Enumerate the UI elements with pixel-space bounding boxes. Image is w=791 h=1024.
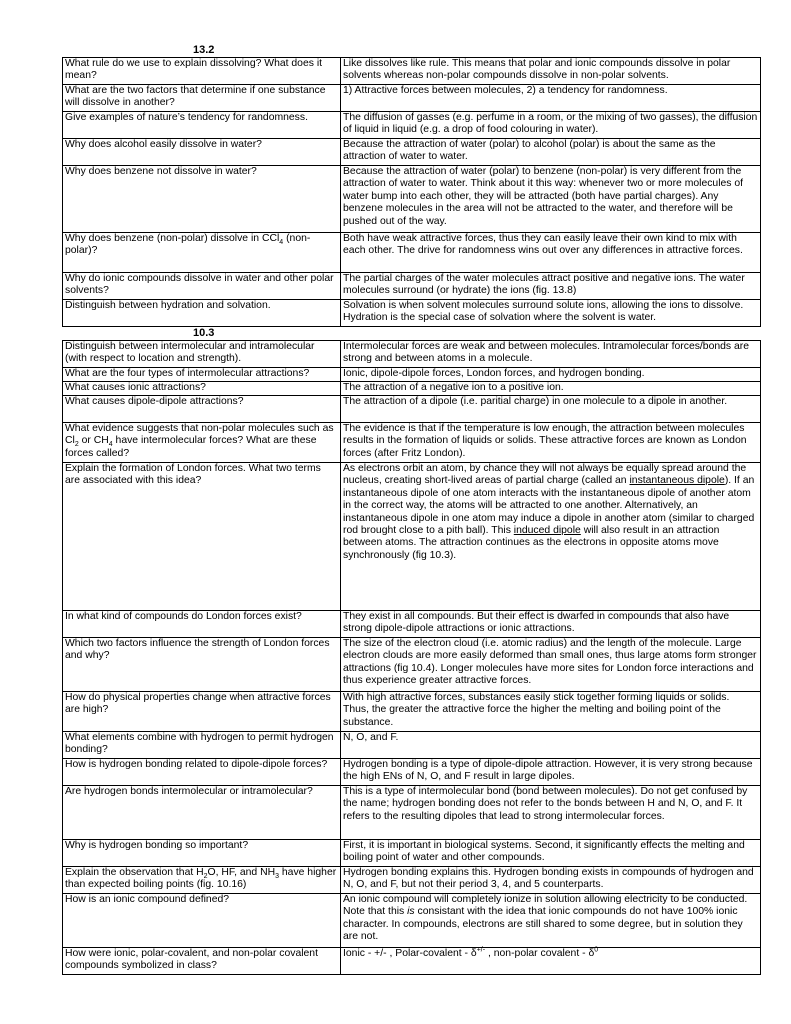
question-cell: Give examples of nature’s tendency for randomness. xyxy=(63,112,341,139)
answer-cell: The attraction of a negative ion to a positive ion. xyxy=(341,382,761,396)
question-cell: Why does alcohol easily dissolve in water? xyxy=(63,139,341,166)
table-row xyxy=(63,273,761,300)
answer-cell: With high attractive forces, substances easily stick together forming liquids or solids. Thus, the greater the attractive force the higher the melting and boiling point of the substance. xyxy=(341,692,761,732)
question-cell: Are hydrogen bonds intermolecular or intramolecular? xyxy=(63,786,341,840)
answer-cell: As electrons orbit an atom, by chance they will not always be equally spread around the nucleus, creating short-lived areas of partial charge (called an instantaneous dipole). If an instantaneous dipole of one atom interacts with the instantaneous dipole of another atom in the correct way, the atoms will be attracted to one another. Alternatively, an instantaneous dipole in one atom may induce a dipole in another atom (similar to charged rod brought close to a pith ball). This induced dipole will also result in an attraction between atoms. The attraction continues as the electrons in opposite atoms move synchronously (fig 10.3). xyxy=(341,463,761,611)
question-cell: What evidence suggests that non-polar molecules such as $Cl_2$ or $CH_4$ have intermolecular forces? What are these forces called? xyxy=(63,423,341,463)
question-cell: In what kind of compounds do London forces exist? xyxy=(63,611,341,638)
question-cell: How is an ionic compound defined? xyxy=(63,894,341,948)
question-cell: What are the four types of intermolecular attractions? xyxy=(63,368,341,382)
table-row xyxy=(63,732,761,759)
table-row xyxy=(63,368,761,382)
table-row xyxy=(63,948,761,975)
answer-cell: Because the attraction of water (polar) to alcohol (polar) is about the same as the attraction of water to water. xyxy=(341,139,761,166)
answer-cell: Intermolecular forces are weak and between molecules. Intramolecular forces/bonds are strong and between atoms in a molecule. xyxy=(341,341,761,368)
answer-cell: An ionic compound will completely ionize in solution allowing electricity to be conducted. Note that this is consistant with the idea that ionic compounds do not have 100% ionic character. In compounds, electrons are still shared to some degree, but in solution they are not. xyxy=(341,894,761,948)
table-row xyxy=(63,423,761,463)
answer-cell: N, O, and F. xyxy=(341,732,761,759)
table-row xyxy=(63,638,761,692)
table-row xyxy=(63,692,761,732)
question-cell: Why does benzene (non-polar) dissolve in CCl$_4$ (non-polar)? xyxy=(63,233,341,273)
answer-cell: This is a type of intermolecular bond (bond between molecules). Do not get confused by the name; hydrogen bonding does not refer to the bonds between H and N, O, and F. It refers to the resulting dipoles that lead to strong intermolecular forces. xyxy=(341,786,761,840)
answer-cell: Hydrogen bonding is a type of dipole-dipole attraction. However, it is very strong because the high ENs of N, O, and F result in large dipoles. xyxy=(341,759,761,786)
table-row xyxy=(63,300,761,327)
answer-cell: Because the attraction of water (polar) to benzene (non-polar) is very different from the attraction of water to water. Think about it this way: whenever two or more molecules of water bump into each other, they will be attracted (both have partial charges). Any benzene molecules in the area will not be attracted to the water, and therefore will be pushed out of the way. xyxy=(341,166,761,233)
answer-cell: Ionic, dipole-dipole forces, London forces, and hydrogen bonding. xyxy=(341,368,761,382)
answer-cell: The attraction of a dipole (i.e. paritial charge) in one molecule to a dipole in another. xyxy=(341,396,761,423)
question-cell: What are the two factors that determine if one substance will dissolve in another? xyxy=(63,85,341,112)
table-row xyxy=(63,786,761,840)
table-row xyxy=(63,112,761,139)
question-cell: Why is hydrogen bonding so important? xyxy=(63,840,341,867)
question-cell: What rule do we use to explain dissolving? What does it mean? xyxy=(63,58,341,85)
answer-cell: First, it is important in biological systems. Second, it significantly effects the melting and boiling point of water and other compounds. xyxy=(341,840,761,867)
question-cell: What causes ionic attractions? xyxy=(63,382,341,396)
question-cell: What elements combine with hydrogen to permit hydrogen bonding? xyxy=(63,732,341,759)
answer-cell: They exist in all compounds. But their effect is dwarfed in compounds that also have strong dipole-dipole attractions or ionic attractions. xyxy=(341,611,761,638)
table-row xyxy=(63,58,761,85)
table-row xyxy=(63,233,761,273)
table-row xyxy=(63,867,761,894)
section-heading: 10.3 xyxy=(193,327,215,339)
answer-cell: 1) Attractive forces between molecules, 2) a tendency for randomness. xyxy=(341,85,761,112)
table-row xyxy=(63,396,761,423)
answer-cell: Like dissolves like rule. This means that polar and ionic compounds dissolve in polar solvents whereas non-polar compounds dissolve in non-polar solvents. xyxy=(341,58,761,85)
table-row xyxy=(63,85,761,112)
answer-cell: The partial charges of the water molecules attract positive and negative ions. The water molecules surround (or hydrate) the ions (fig. 13.8) xyxy=(341,273,761,300)
table-row xyxy=(63,611,761,638)
question-cell: Why do ionic compounds dissolve in water and other polar solvents? xyxy=(63,273,341,300)
qa-table-13-2 xyxy=(62,57,761,327)
answer-cell: The size of the electron cloud (i.e. atomic radius) and the length of the molecule. Large electron clouds are more easily deformed than small ones, thus large atoms form stronger attractions (fig 10.4). Longer molecules have more sites for London force interactions and thus experience greater attractive forces. xyxy=(341,638,761,692)
table-row xyxy=(63,894,761,948)
question-cell: Distinguish between hydration and solvation. xyxy=(63,300,341,327)
question-cell: How is hydrogen bonding related to dipole-dipole forces? xyxy=(63,759,341,786)
answer-cell: Hydrogen bonding explains this. Hydrogen bonding exists in compounds of hydrogen and N, O, and F, but not their period 3, 4, and 5 counterparts. xyxy=(341,867,761,894)
table-row xyxy=(63,463,761,611)
answer-cell: The diffusion of gasses (e.g. perfume in a room, or the mixing of two gasses), the diffusion of liquid in liquid (e.g. a drop of food colouring in water). xyxy=(341,112,761,139)
term-instantaneous-dipole: instantaneous dipole xyxy=(629,475,725,487)
answer-cell: The evidence is that if the temperature is low enough, the attraction between molecules results in the formation of liquids or solids. These attractive forces are known as London forces (after Fritz London). xyxy=(341,423,761,463)
table-row xyxy=(63,139,761,166)
question-cell: How do physical properties change when attractive forces are high? xyxy=(63,692,341,732)
term-induced-dipole: induced dipole xyxy=(513,525,581,537)
table-row xyxy=(63,341,761,368)
table-row xyxy=(63,840,761,867)
qa-table-10-3 xyxy=(62,340,761,975)
question-cell: Distinguish between intermolecular and intramolecular (with respect to location and strength). xyxy=(63,341,341,368)
question-cell: Explain the observation that $H_2O$, HF, and $NH_3$ have higher than expected boiling points (fig. 10.16) xyxy=(63,867,341,894)
question-cell: Why does benzene not dissolve in water? xyxy=(63,166,341,233)
table-row xyxy=(63,166,761,233)
table-row xyxy=(63,382,761,396)
answer-cell: Ionic - +/- , Polar-covalent - δ+/- , non-polar covalent - $\delta^0$ xyxy=(341,948,761,975)
section-heading: 13.2 xyxy=(193,44,215,56)
question-cell: Which two factors influence the strength of London forces and why? xyxy=(63,638,341,692)
question-cell: What causes dipole-dipole attractions? xyxy=(63,396,341,423)
document-page xyxy=(62,44,760,975)
answer-cell: Both have weak attractive forces, thus they can easily leave their own kind to mix with each other. The drive for randomness wins out over any differences in attractive forces. xyxy=(341,233,761,273)
question-cell: How were ionic, polar-covalent, and non-polar covalent compounds symbolized in class? xyxy=(63,948,341,975)
answer-cell: Solvation is when solvent molecules surround solute ions, allowing the ions to dissolve. Hydration is the special case of solvation where the solvent is water. xyxy=(341,300,761,327)
table-row xyxy=(63,759,761,786)
question-cell: Explain the formation of London forces. What two terms are associated with this idea? xyxy=(63,463,341,611)
